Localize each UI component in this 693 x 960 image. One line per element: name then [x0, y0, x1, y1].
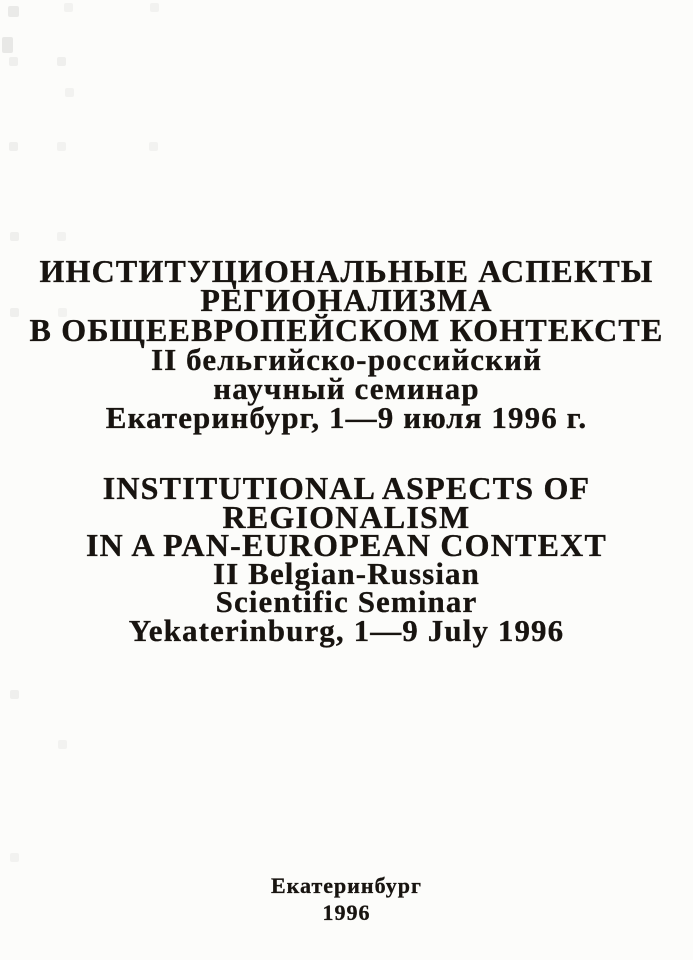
- en-subtitle-line-3: Yekaterinburg, 1—9 July 1996: [128, 612, 565, 648]
- title-block-en: [0, 470, 693, 648]
- scan-artifact: [2, 37, 13, 53]
- imprint-city: Екатеринбург: [271, 873, 422, 898]
- en-title-line-3: IN A PAN-EUROPEAN CONTEXT: [86, 527, 607, 563]
- scan-artifact: [65, 88, 74, 97]
- en-subtitle-line-1: II Belgian-Russian: [212, 555, 480, 591]
- en-subtitle-line-2: Scientific Seminar: [215, 584, 478, 619]
- ru-title-line-1: ИНСТИТУЦИОНАЛЬНЫЕ АСПЕКТЫ: [39, 253, 654, 289]
- en-title-line-2: REGIONALISM: [222, 498, 471, 535]
- ru-title-line-2: РЕГИОНАЛИЗМА: [200, 282, 493, 319]
- scan-artifact: [8, 6, 19, 17]
- scan-artifact: [150, 3, 159, 12]
- scan-artifact: [10, 232, 19, 241]
- scan-artifact: [9, 142, 18, 151]
- imprint-block: [0, 872, 693, 926]
- scan-artifact: [149, 142, 158, 151]
- scan-artifact: [9, 57, 18, 66]
- scan-artifact: [57, 142, 66, 151]
- ru-subtitle-line-2: научный семинар: [213, 371, 480, 407]
- scan-artifact: [57, 232, 66, 241]
- scan-artifact: [64, 3, 73, 12]
- ru-subtitle-line-1: II бельгийско-российский: [150, 341, 543, 377]
- ru-title-line-3: В ОБЩЕЕВРОПЕЙСКОМ КОНТЕКСТЕ: [29, 311, 664, 348]
- imprint-year: 1996: [322, 900, 371, 925]
- scan-artifact: [58, 740, 67, 749]
- title-block-ru: [0, 253, 693, 436]
- en-title-line-1: INSTITUTIONAL ASPECTS OF: [102, 470, 591, 506]
- ru-subtitle-line-3: Екатеринбург, 1—9 июля 1996 г.: [105, 400, 588, 436]
- scan-artifact: [57, 57, 66, 66]
- scan-artifact: [10, 853, 19, 862]
- scan-artifact: [10, 690, 19, 699]
